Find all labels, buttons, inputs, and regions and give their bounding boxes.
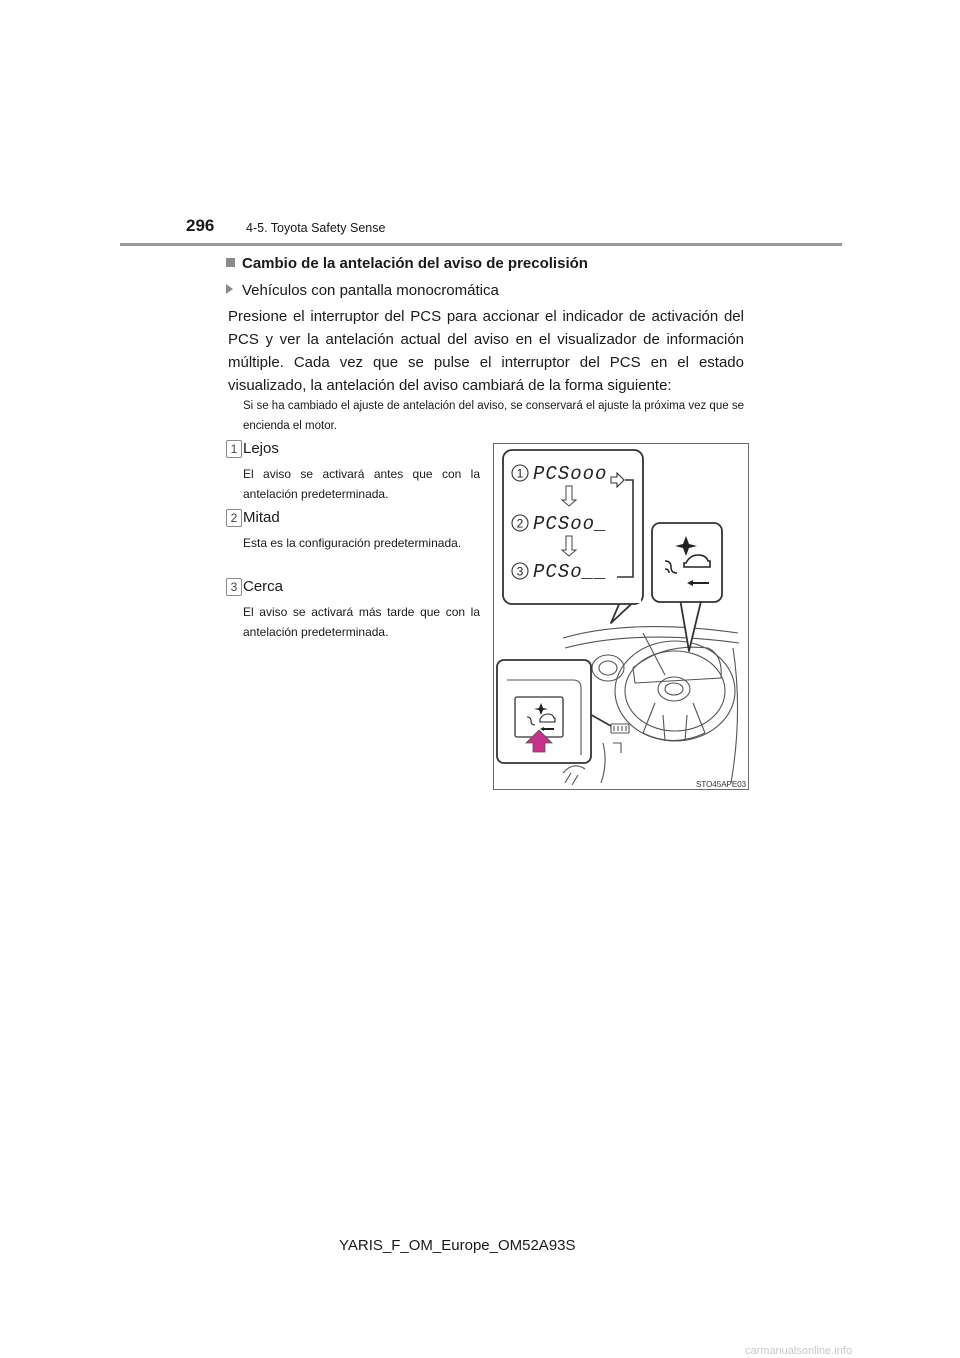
triangle-bullet-icon [226, 284, 233, 294]
subheading-text: Vehículos con pantalla monocromática [242, 282, 499, 299]
section-heading [226, 255, 588, 272]
note-paragraph: Si se ha cambiado el ajuste de antelación del aviso, se conservará el ajuste la próxima vez que se encienda el motor. [243, 400, 744, 432]
body-paragraph: Presione el interruptor del PCS para accionar el indicador de activación del PCS y ver la antelación actual del aviso en el visualizador de información múltiple. Cada vez que se pulse el interruptor del PCS en el estado visualizado, la antelación del aviso cambiará de la forma siguiente: [228, 308, 744, 394]
footer-doc-id: YARIS_F_OM_Europe_OM52A93S [339, 1237, 576, 1254]
option-label: Mitad [243, 509, 280, 526]
option-label: Cerca [243, 578, 284, 595]
option-description: El aviso se activará más tarde que con la antelación predeterminada. [243, 605, 480, 639]
option-description: Esta es la configuración predeterminada. [243, 536, 462, 550]
option-description: El aviso se activará antes que con la antelación predeterminada. [243, 467, 480, 501]
watermark: carmanualsonline.info [745, 1345, 853, 1357]
subheading [226, 282, 499, 299]
pcs-display-near: PCSo__ [533, 561, 608, 583]
badge-number: 2 [516, 516, 524, 531]
pcs-display-far: PCSooo [533, 463, 608, 485]
option-number: 3 [226, 578, 242, 596]
heading-text: Cambio de la antelación del aviso de precolisión [242, 255, 588, 272]
badge-number: 1 [516, 466, 524, 481]
header-rule [120, 243, 842, 246]
pcs-switch-figure [493, 443, 749, 790]
option-label: Lejos [243, 440, 279, 457]
pcs-display-middle: PCSoo_ [533, 513, 608, 535]
badge-number: 3 [516, 564, 524, 579]
option-number: 1 [226, 440, 242, 458]
figure-code: STO45APE03 [696, 780, 747, 789]
page-number: 296 [186, 216, 215, 235]
option-number: 2 [226, 509, 242, 527]
square-bullet-icon [226, 258, 235, 267]
section-title: 4-5. Toyota Safety Sense [246, 221, 386, 235]
